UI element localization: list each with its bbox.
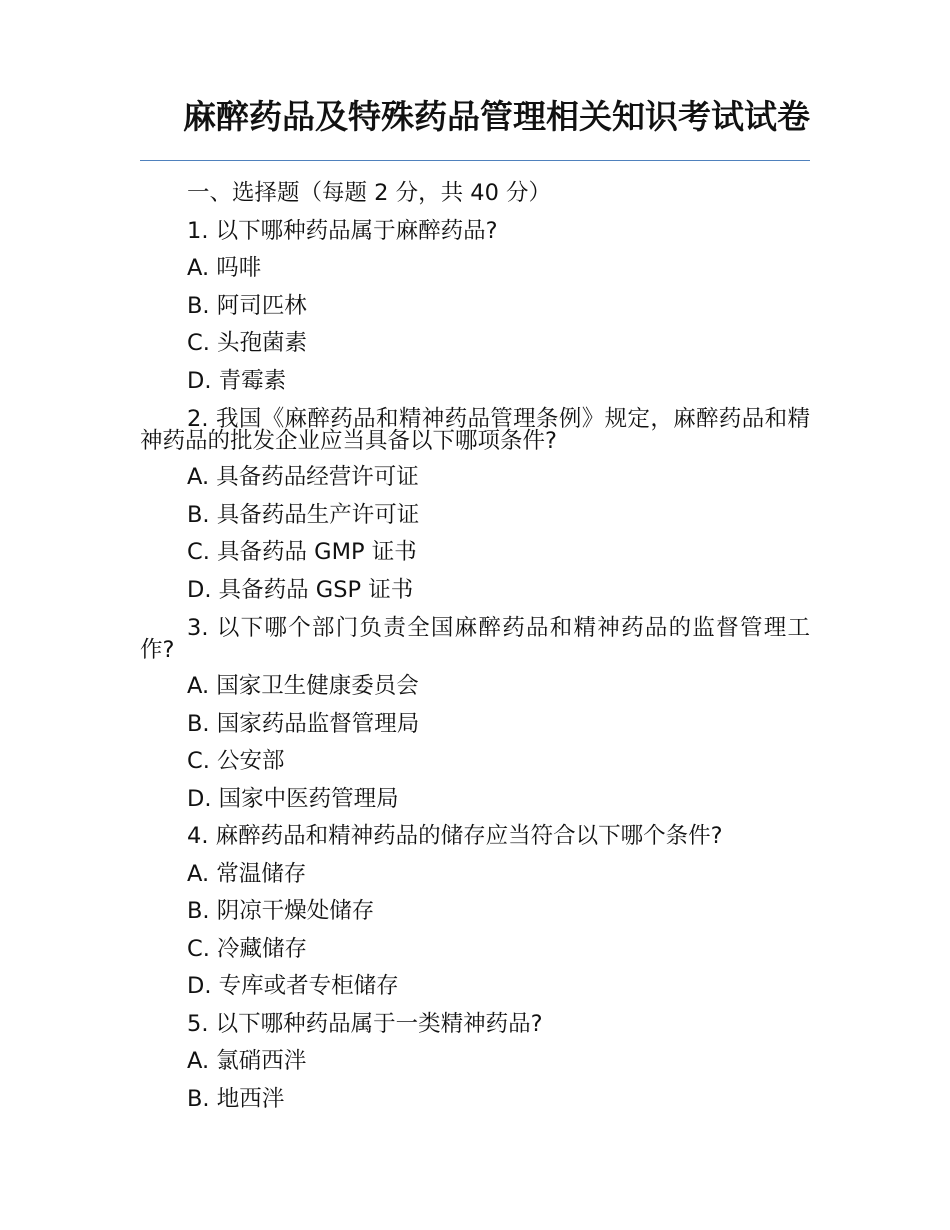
question-1-option-b: B. 阿司匹林 (187, 292, 307, 319)
question-5-option-b: B. 地西泮 (187, 1085, 285, 1112)
question-1-option-a: A. 吗啡 (187, 255, 262, 281)
question-5: 5. 以下哪种药品属于一类精神药品? (187, 1010, 543, 1037)
question-3-option-c: C. 公安部 (187, 748, 285, 774)
question-2-option-b: B. 具备药品生产许可证 (187, 501, 420, 528)
question-3: 3. 以下哪个部门负责全国麻醉药品和精神药品的监督管理工作? (140, 615, 810, 663)
question-4: 4. 麻醉药品和精神药品的储存应当符合以下哪个条件? (187, 823, 723, 849)
question-5-option-a: A. 氯硝西泮 (187, 1048, 307, 1074)
question-2: 2. 我国《麻醉药品和精神药品管理条例》规定，麻醉药品和精神药品的批发企业应当具备以下哪项条件? (140, 406, 810, 454)
title-underline (140, 160, 810, 161)
question-2-option-d: D. 具备药品 GSP 证书 (187, 576, 414, 603)
question-4-option-d: D. 专库或者专柜储存 (187, 973, 399, 999)
question-1: 1. 以下哪种药品属于麻醉药品? (187, 217, 498, 244)
question-3-option-a: A. 国家卫生健康委员会 (187, 673, 419, 699)
section-heading: 一、选择题（每题 2 分，共 40 分） (187, 180, 552, 206)
question-4-option-c: C. 冷藏储存 (187, 935, 308, 962)
question-1-option-d: D. 青霉素 (187, 367, 287, 394)
document-title: 麻醉药品及特殊药品管理相关知识考试试卷 (183, 97, 810, 136)
question-3-option-d: D. 国家中医药管理局 (187, 785, 399, 812)
question-2-option-c: C. 具备药品 GMP 证书 (187, 539, 417, 565)
question-3-option-b: B. 国家药品监督管理局 (187, 710, 420, 737)
question-1-option-c: C. 头孢菌素 (187, 330, 308, 356)
document-body (140, 175, 810, 1118)
question-2-option-a: A. 具备药品经营许可证 (187, 464, 419, 490)
question-4-option-a: A. 常温储存 (187, 860, 307, 887)
question-4-option-b: B. 阴凉干燥处储存 (187, 898, 375, 924)
